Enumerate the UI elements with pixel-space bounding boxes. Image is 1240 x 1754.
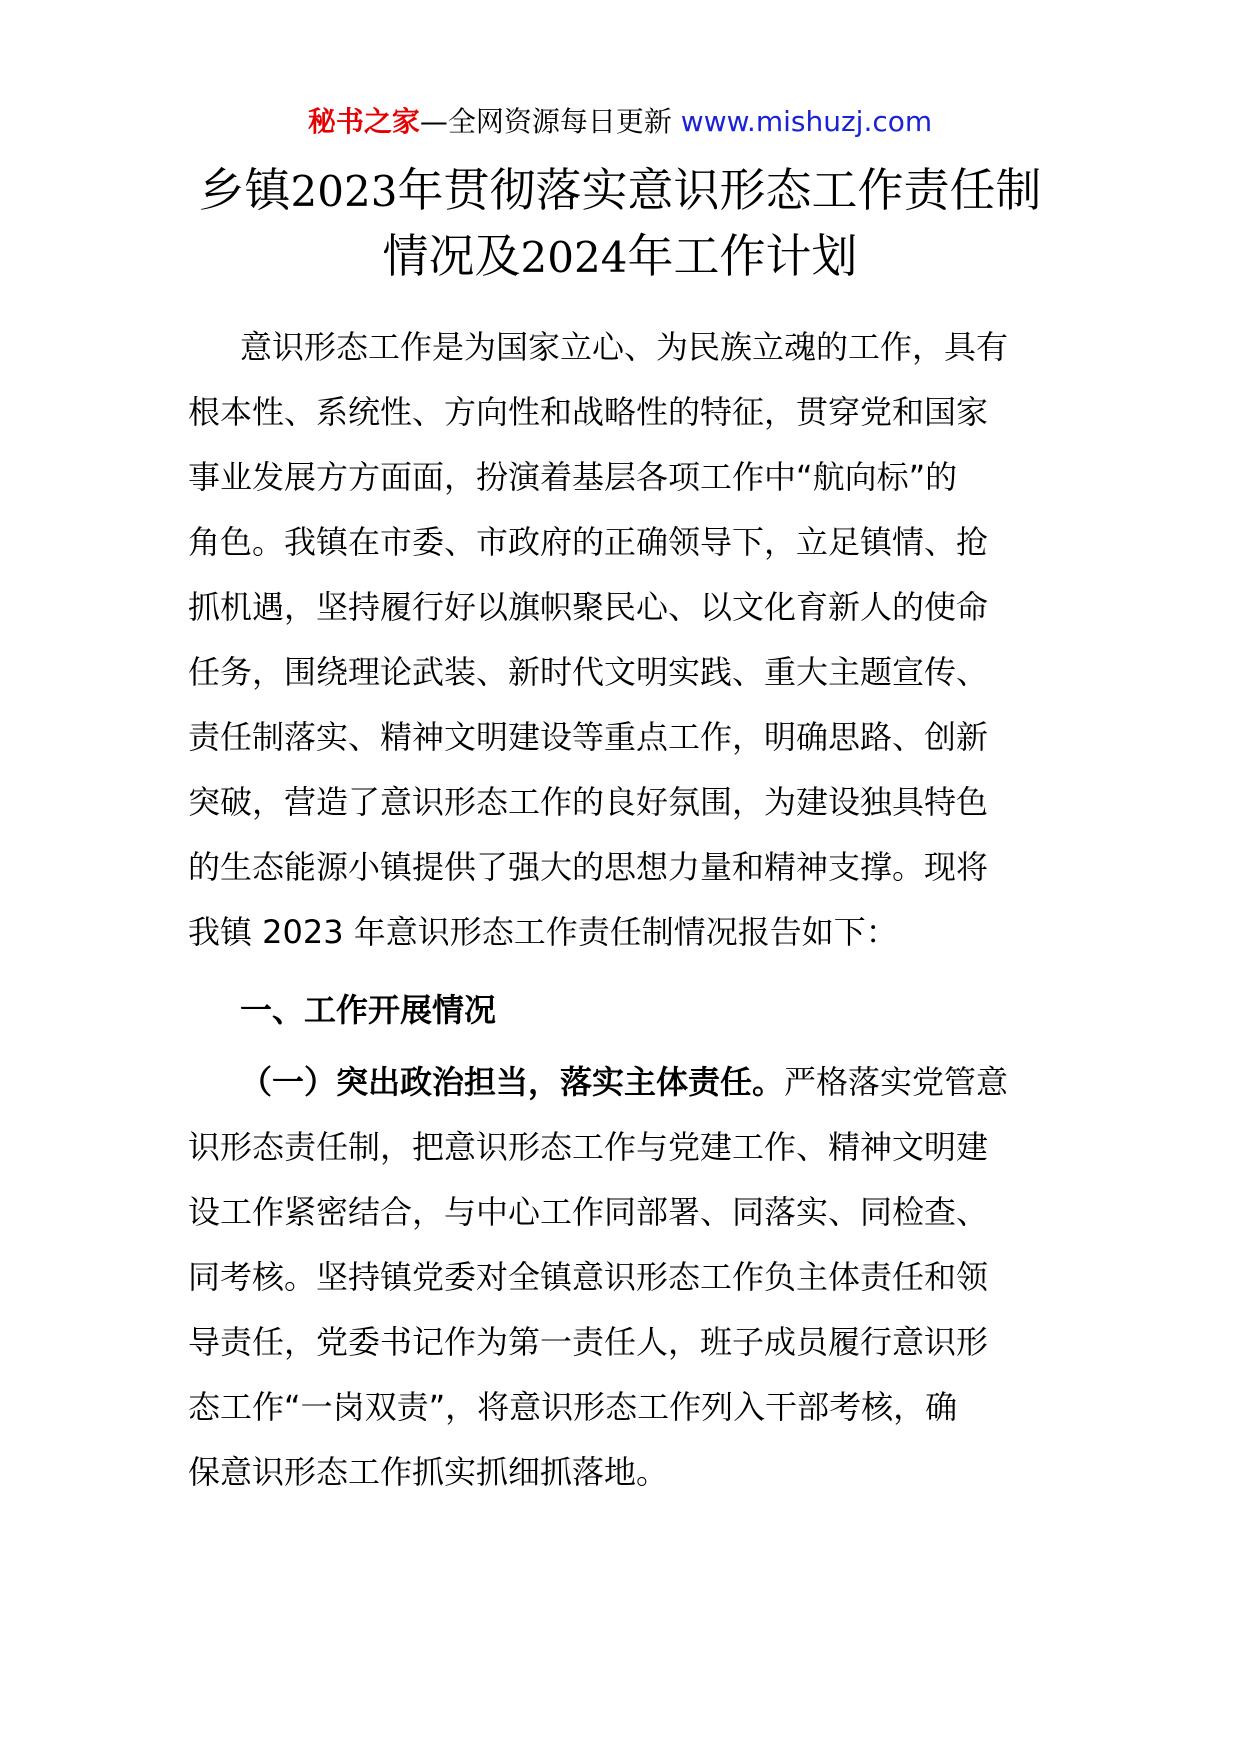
paragraph-line: 任务，围绕理论武装、新时代文明实践、重大主题宣传、 <box>188 653 989 691</box>
paragraph-line: 根本性、系统性、方向性和战略性的特征，贯穿党和国家 <box>188 393 989 431</box>
title-text: 年工作计划 <box>627 229 858 283</box>
paragraph-line: 意识形态工作是为国家立心、为民族立魂的工作，具有 <box>240 328 1009 366</box>
watermark-header <box>0 100 1240 144</box>
paragraph-first-line <box>188 1050 1054 1115</box>
paragraph-line: 角色。我镇在市委、市政府的正确领导下，立足镇情、抢 <box>188 523 989 561</box>
paragraph-line: 识形态责任制，把意识形态工作与党建工作、精神文明建 <box>188 1128 989 1166</box>
paragraph-line: 态工作“一岗双责”，将意识形态工作列入干部考核，确 <box>188 1388 958 1426</box>
paragraph-text: 严格落实党管意 <box>784 1063 1009 1101</box>
section-heading: 一、工作开展情况 <box>240 991 497 1029</box>
title-text: 乡镇 <box>198 163 291 217</box>
title-year: 2023 <box>290 167 398 216</box>
paragraph-line: 同考核。坚持镇党委对全镇意识形态工作负主体责任和领 <box>188 1258 989 1296</box>
document-title-line-2 <box>0 226 1240 288</box>
paragraph-line: 事业发展方方面面，扮演着基层各项工作中“航向标”的 <box>188 458 958 496</box>
intro-paragraph <box>188 315 1054 965</box>
header-tagline: —全网资源每日更新 <box>419 105 672 138</box>
paragraph-lead: （一）突出政治担当，落实主体责任。 <box>240 1063 785 1101</box>
paragraph-line: 保意识形态工作抓实抓细抓落地。 <box>188 1453 669 1491</box>
paragraph-line: 导责任，党委书记作为第一责任人，班子成员履行意识形 <box>188 1323 989 1361</box>
paragraph-line: 抓机遇，坚持履行好以旗帜聚民心、以文化育新人的使命 <box>188 588 989 626</box>
paragraph-line: 我镇 2023 年意识形态工作责任制情况报告如下： <box>188 913 898 951</box>
brand-name: 秘书之家 <box>307 105 420 138</box>
document-title-line-1 <box>0 160 1240 222</box>
paragraph-line: 突破，营造了意识形态工作的良好氛围，为建设独具特色 <box>188 783 989 821</box>
site-url-link[interactable]: www.mishuzj.com <box>680 105 933 138</box>
paragraph-line: 的生态能源小镇提供了强大的思想力量和精神支撑。现将 <box>188 848 989 886</box>
paragraph-line: 责任制落实、精神文明建设等重点工作，明确思路、创新 <box>188 718 989 756</box>
title-text: 情况及 <box>382 229 521 283</box>
title-year: 2024 <box>520 233 628 282</box>
title-text: 年贯彻落实意识形态工作责任制 <box>397 163 1042 217</box>
section-paragraph <box>188 1050 1054 1505</box>
paragraph-line: 设工作紧密结合，与中心工作同部署、同落实、同检查、 <box>188 1193 989 1231</box>
